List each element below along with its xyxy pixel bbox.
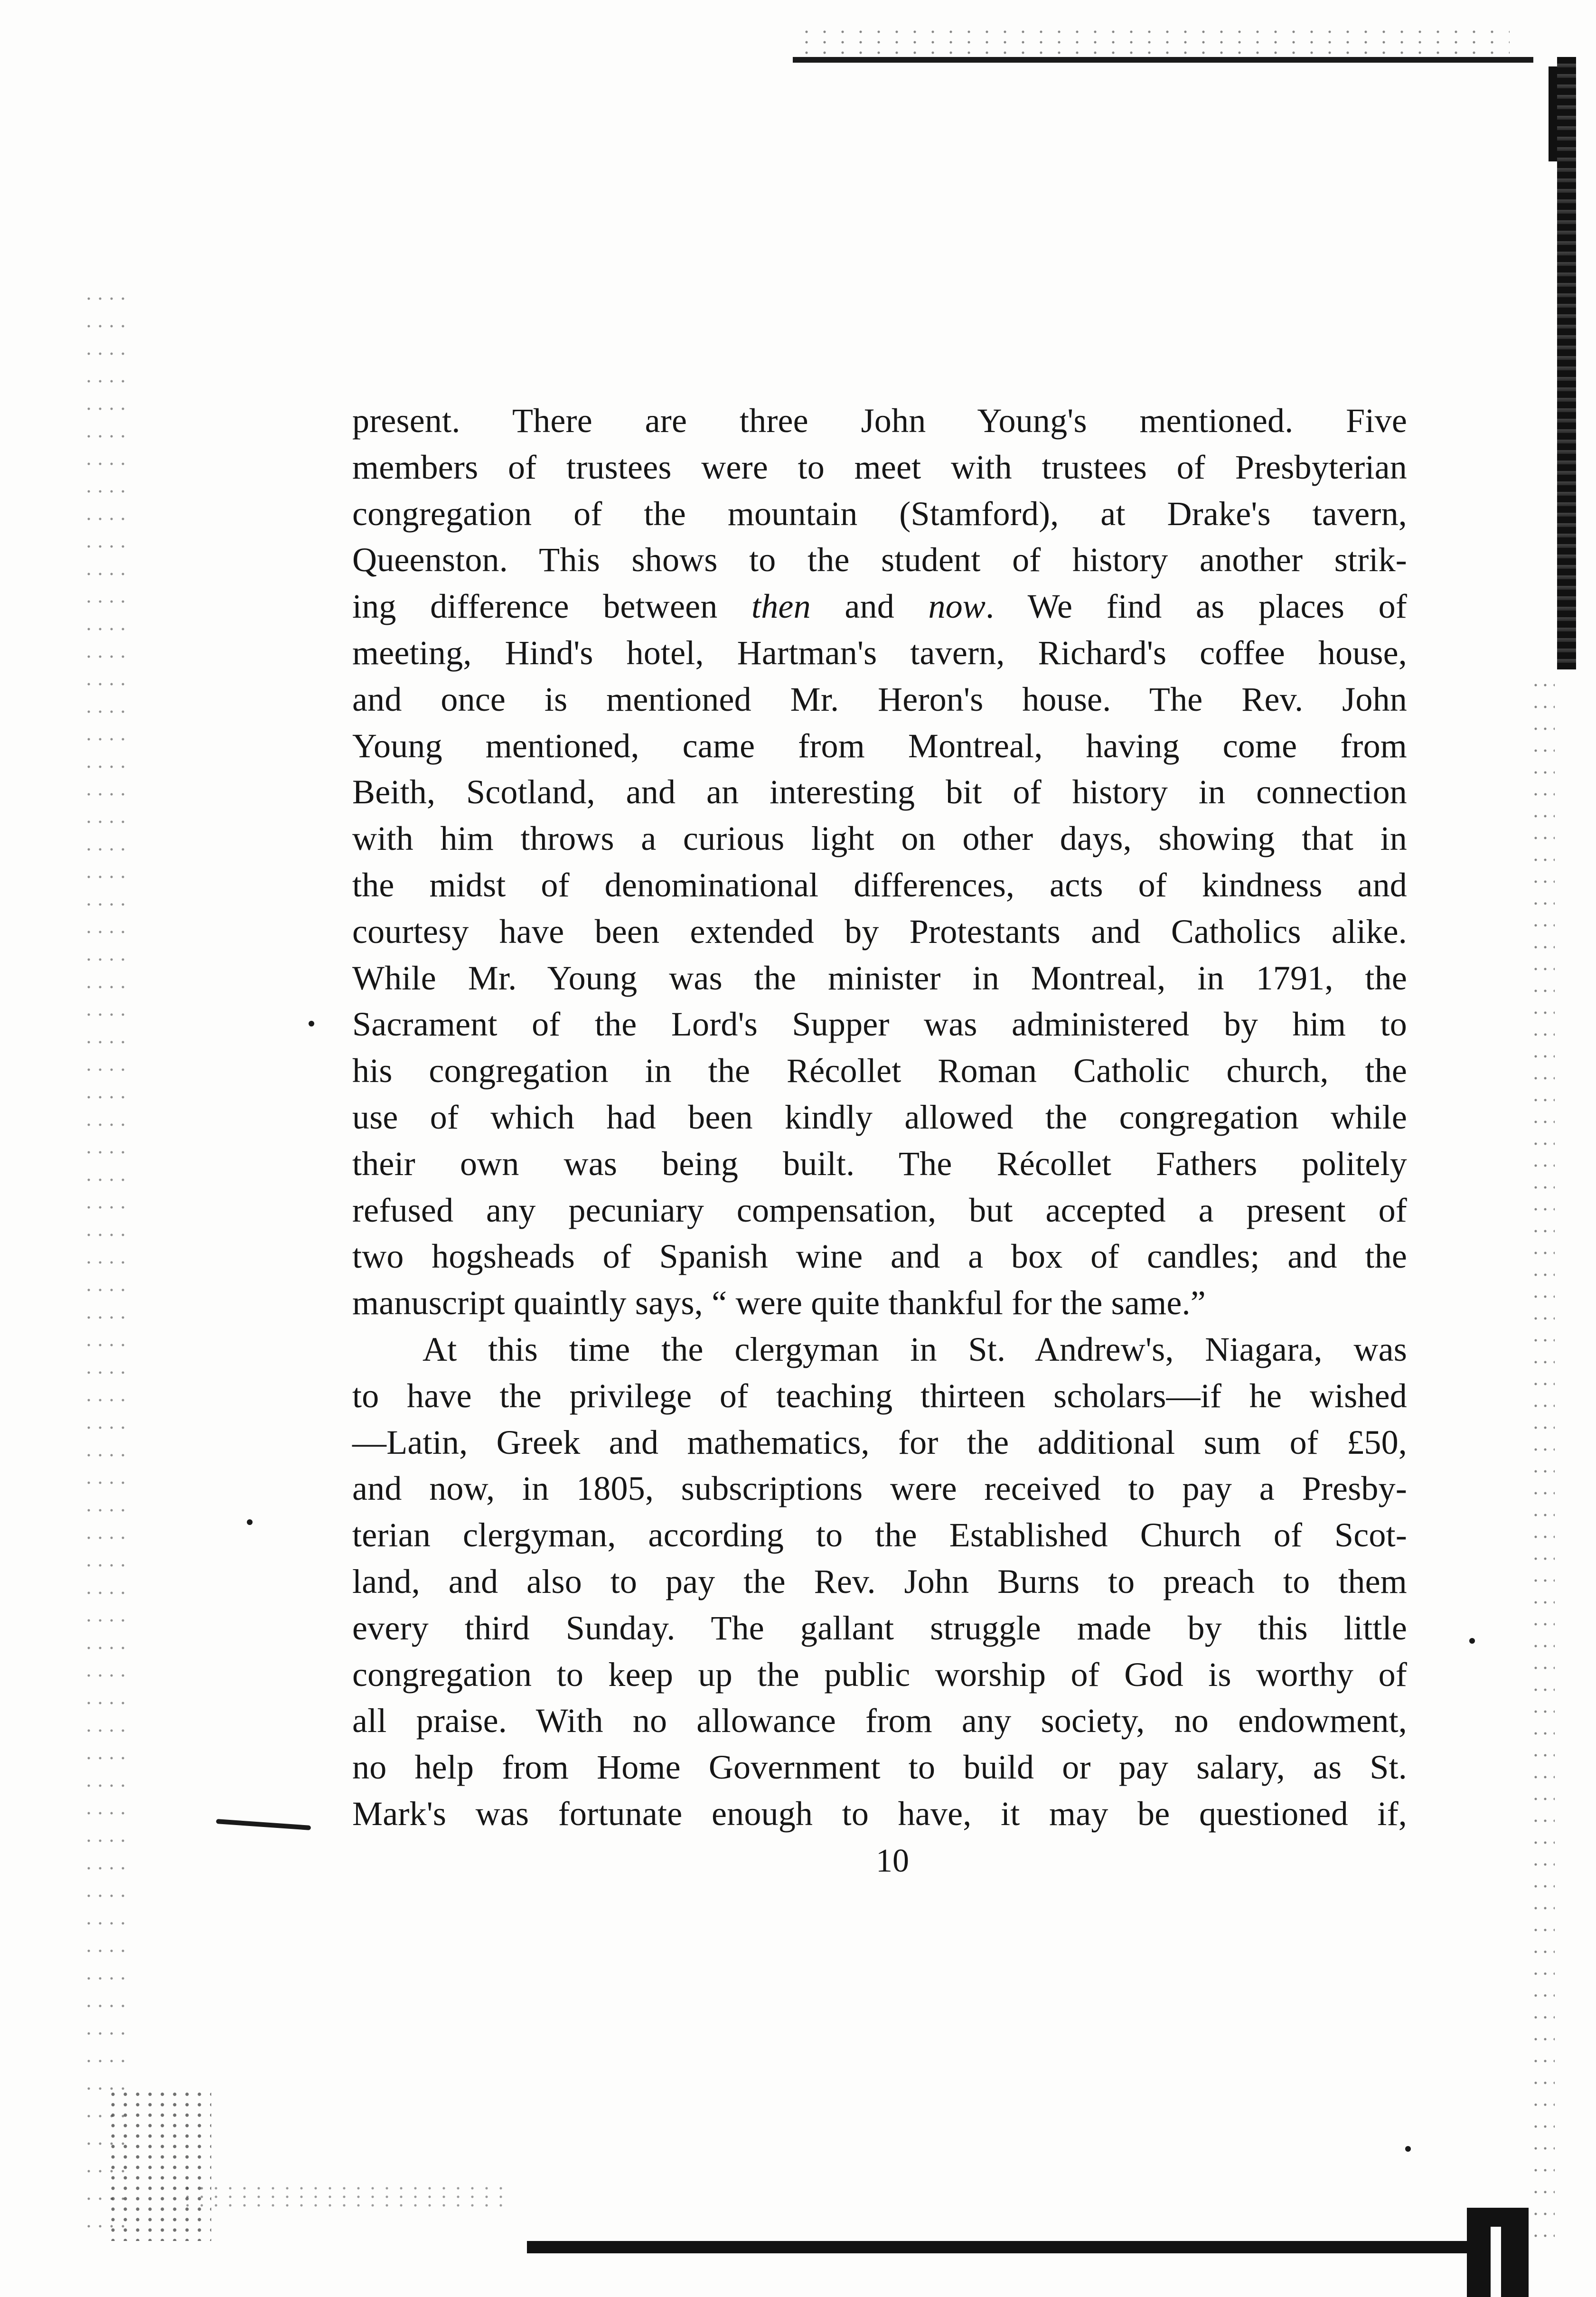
text-line: Beith, Scotland, and an interesting bit of history in connection — [352, 773, 1407, 811]
text-line: present. There are three John Young's mentioned. Five — [352, 402, 1407, 440]
text-line: courtesy have been extended by Protestants and Catholics alike. — [352, 912, 1407, 951]
text-line: Young mentioned, came from Montreal, having come from — [352, 726, 1407, 765]
page-number: 10 — [876, 1843, 909, 1879]
text-line: terian clergyman, according to the Established Church of Scot- — [352, 1516, 1407, 1554]
scan-border-bottom — [527, 2241, 1481, 2253]
text-line: and now, in 1805, subscriptions were received to pay a Presby- — [352, 1469, 1407, 1508]
text-line: congregation of the mountain (Stamford), at Drake's tavern, — [352, 494, 1407, 533]
text-line: use of which had been kindly allowed the congregation while — [352, 1098, 1407, 1136]
margin-dot — [247, 1519, 253, 1525]
text-line: to have the privilege of teaching thirteen scholars—if he wished — [352, 1376, 1407, 1415]
body-text — [352, 398, 1407, 1837]
text-line: congregation to keep up the public worship of God is worthy of — [352, 1655, 1407, 1694]
margin-pen-mark — [216, 1819, 311, 1830]
text-line: their own was being built. The Récollet Fathers politely — [352, 1144, 1407, 1183]
text-line: Sacrament of the Lord's Supper was administered by him to — [352, 1005, 1407, 1044]
scan-speckles-left — [83, 285, 126, 2231]
text-line: refused any pecuniary compensation, but accepted a present of — [352, 1191, 1407, 1229]
margin-dot — [309, 1021, 314, 1026]
text-line: and once is mentioned Mr. Heron's house. The Rev. John — [352, 680, 1407, 718]
text-line: members of trustees were to meet with trustees of Presbyterian — [352, 448, 1407, 486]
text-line: manuscript quaintly says, “ were quite thankful for the same.” — [352, 1284, 1206, 1322]
margin-dot — [1469, 1638, 1475, 1644]
text-line: the midst of denominational differences, acts of kindness and — [352, 866, 1407, 904]
text-line: Queenston. This shows to the student of history another strik- — [352, 541, 1407, 579]
scan-corner-gap — [1491, 2227, 1501, 2297]
text-line: his congregation in the Récollet Roman Catholic church, the — [352, 1052, 1407, 1090]
italic-word: now — [928, 587, 986, 626]
scan-speckles-right — [1531, 674, 1555, 2241]
margin-dot — [1405, 2146, 1411, 2152]
scan-border-top — [793, 57, 1533, 63]
text-line: At this time the clergyman in St. Andrew's, Niagara, was — [422, 1330, 1407, 1368]
text-line: every third Sunday. The gallant struggle made by this little — [352, 1609, 1407, 1647]
text-line: with him throws a curious light on other days, showing that in — [352, 819, 1407, 858]
italic-word: then — [751, 587, 811, 626]
text-line: two hogsheads of Spanish wine and a box of candles; and the — [352, 1237, 1407, 1276]
scan-speckles-corner — [107, 2089, 211, 2241]
text-line: Mark's was fortunate enough to have, it may be questioned if, — [352, 1794, 1407, 1833]
scan-border-right — [1557, 57, 1576, 669]
text-line: ing difference between then and now. We find as places of — [352, 587, 1407, 626]
text-line: land, and also to pay the Rev. John Burns to preach to them — [352, 1562, 1407, 1600]
text-line: all praise. With no allowance from any society, no endowment, — [352, 1702, 1407, 1740]
text-line: no help from Home Government to build or pay salary, as St. — [352, 1748, 1407, 1787]
scan-speckles-bottom — [180, 2184, 513, 2208]
text-line: While Mr. Young was the minister in Montreal, in 1791, the — [352, 959, 1407, 997]
text-line: —Latin, Greek and mathematics, for the additional sum of £50, — [352, 1423, 1407, 1461]
scan-speckles-top — [798, 27, 1510, 55]
text-line: meeting, Hind's hotel, Hartman's tavern, Richard's coffee house, — [352, 633, 1407, 672]
